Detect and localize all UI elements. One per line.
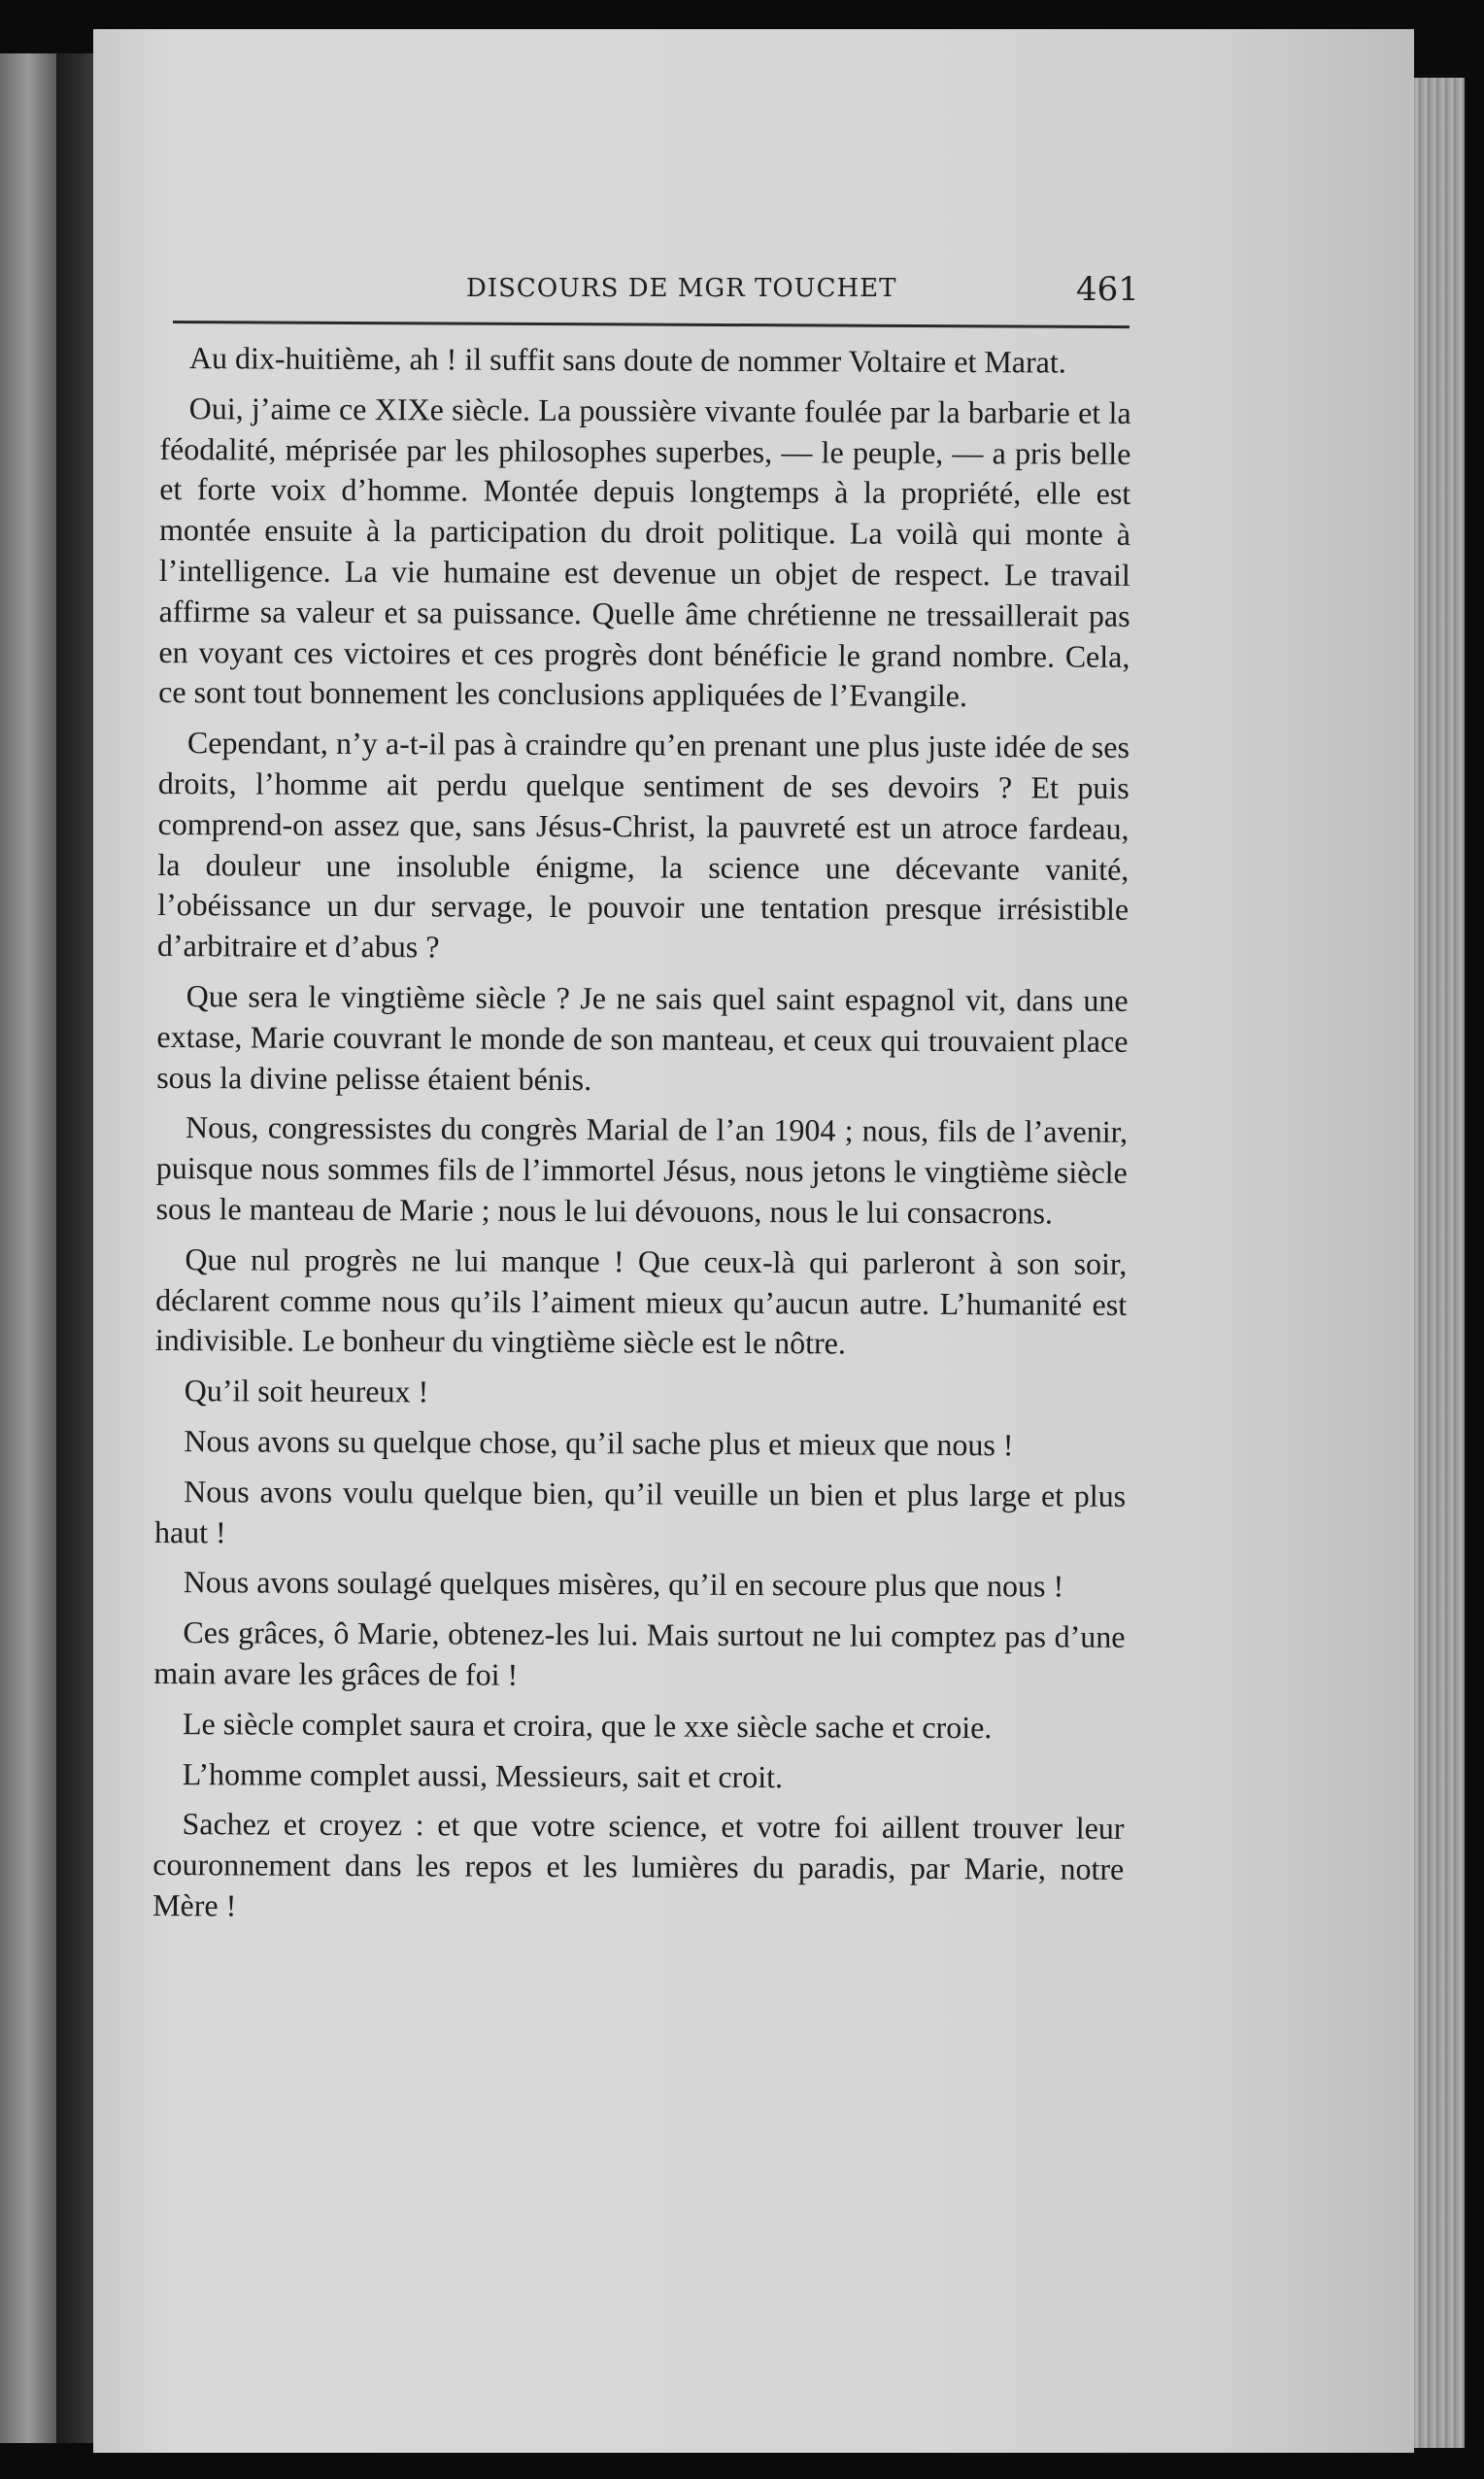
paragraph: Nous avons soulagé quelques misères, qu’il en secoure plus que nous ! [183,1564,1064,1604]
page-text [152,338,1131,1931]
paragraph: Nous avons voulu quelque bien, qu’il veuille un bien et plus large et plus haut ! [153,1473,1127,1549]
paragraph: Oui, j’aime ce XIXe siècle. La poussière vivante foulée par la barbarie et la féodalité, méprisée par les philosophes superbes, — le peuple, — a pris belle et forte voix d’homme. Montée depuis longtemps à la propriété, elle est montée ensuite à la participation du droit politique. La voilà qui monte à l’intelligence. La vie humaine est devenue un objet de respect. Le travail affirme sa valeur et sa puissance. Quelle âme chrétienne ne tressaillerait pas en voyant ces victoires et ces progrès dont bénéficie le grand nombre. Cela, ce sont tout bonnement les conclusions appliquées de l’Evangile. [158,390,1131,714]
running-title: DISCOURS DE MGR TOUCHET [466,274,897,303]
paragraph: Qu’il soit heureux ! [184,1373,429,1409]
book-gutter [56,53,95,2443]
paragraph: Cependant, n’y a-t-il pas à craindre qu’en prenant une plus juste idée de ses droits, l’homme ait perdu quelque sentiment de ses devoirs ? Et puis comprend-on assez que, sans Jésus-Christ, la pauvreté est un atroce fardeau, la douleur une insoluble énigme, la science une décevante vanité, l’obéissance un dur servage, le pouvoir une tentation presque irrésistible d’arbitraire et d’abus ? [156,725,1130,965]
paragraph: Ces grâces, ô Marie, obtenez-les lui. Mais surtout ne lui comptez pas d’une main avare les grâces de foi ! [153,1614,1126,1692]
paragraph: Sachez et croyez : et que votre science, et votre foi aillent trouver leur couronnement dans les repos et les lumières du paradis, par Marie, notre Mère ! [152,1806,1125,1923]
paragraph: Nous avons su quelque chose, qu’il sache plus et mieux que nous ! [184,1423,1014,1463]
paragraph: Nous, congressistes du congrès Marial de l’an 1904 ; nous, fils de l’avenir, puisque nous sommes fils de l’immortel Jésus, nous jetons le vingtième siècle sous le manteau de Marie ; nous le lui dévouons, nous le lui consacrons. [155,1109,1129,1231]
paragraph: Que nul progrès ne lui manque ! Que ceux-là qui parleront à son soir, déclarent comme nous qu’ils l’aiment mieux qu’aucun autre. L’humanité est indivisible. Le bonheur du vingtième siècle est le nôtre. [154,1240,1128,1361]
paragraph: Le siècle complet saura et croira, que le xxe siècle sache et croie. [182,1705,993,1745]
page-stack-edge [1414,78,1465,2448]
facing-page-edge [0,53,56,2443]
paragraph: L’homme complet aussi, Messieurs, sait et croit. [182,1755,784,1794]
paragraph: Au dix-huitième, ah ! il suffit sans doute de nommer Voltaire et Marat. [188,340,1066,380]
paragraph: Que sera le vingtième siècle ? Je ne sais quel saint espagnol vit, dans une extase, Marie couvrant le monde de son manteau, et ceux qui trouvaient place sous la divine pelisse étaient bénis. [156,978,1129,1097]
page-number: 461 [1076,270,1139,309]
